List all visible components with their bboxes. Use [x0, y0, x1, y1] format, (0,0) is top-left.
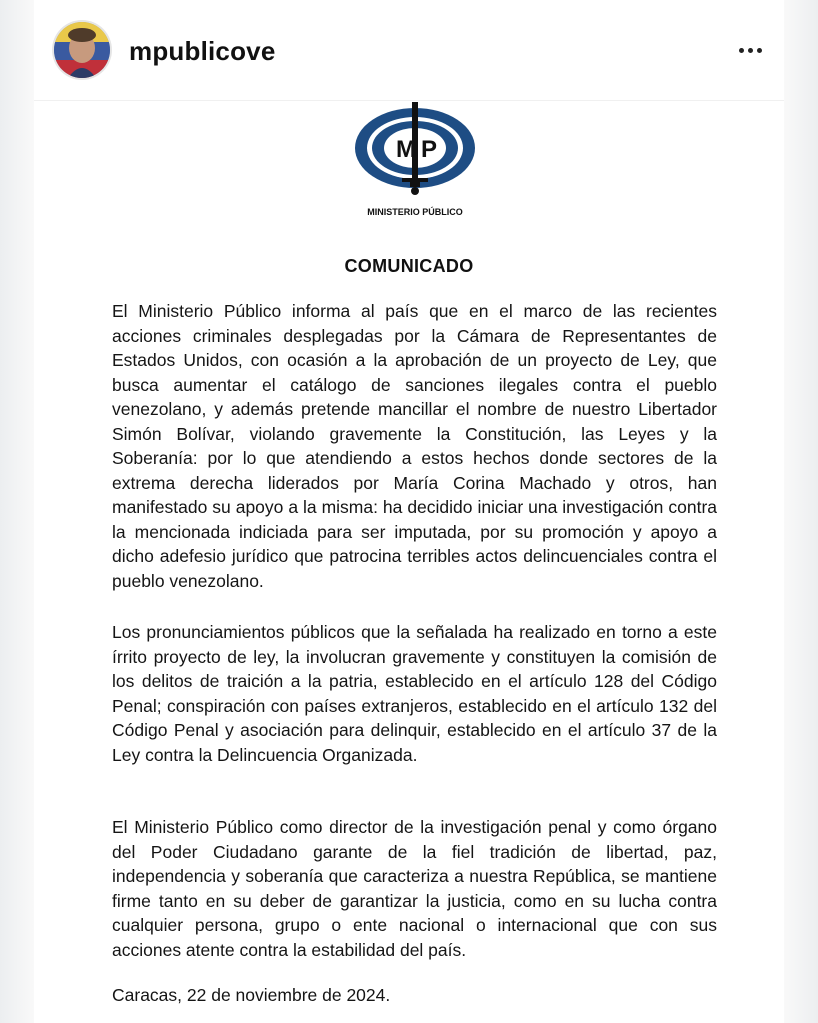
dot — [757, 48, 762, 53]
instagram-post — [34, 0, 784, 1023]
dot — [739, 48, 744, 53]
left-frame — [0, 0, 34, 1023]
right-frame — [784, 0, 818, 1023]
profile-avatar[interactable] — [54, 22, 110, 78]
document-title: COMUNICADO — [344, 256, 474, 276]
paragraph-2: Los pronunciamientos públicos que la señalada ha realizado en torno a este írrito proyecto de ley, la involucran gravemente y constituyen la comisión de los delitos de traición a la patria, establecido en el artículo 128 del Código Penal; conspiración con países extranjeros, establecido en el artículo 132 del Código Penal y asociación para delinquir, establecido en el artículo 37 de la Ley contra la Delincuencia Organizada. — [112, 622, 717, 765]
logo-letter-p: P — [421, 136, 438, 163]
paragraph-1: El Ministerio Público informa al país que en el marco de las recientes acciones criminales desplegadas por la Cámara de Representantes de Estados Unidos, con ocasión a la aprobación de un proyecto de Ley, que busca aumentar el catálogo de sanciones ilegales contra el pueblo venezolano, y además pretende mancillar el nombre de nuestro Libertador Simón Bolívar, violando gravemente la Constitución, las Leyes y la Soberanía: por lo que atendiendo a estos hechos donde sectores de la extrema derecha liderados por María Corina Machado y otros, han manifestado su apoyo a la misma: ha decidido iniciar una investigación contra la mencionada indiciada para ser imputada, por su promoción y apoyo a dicho adefesio jurídico que patrocina terribles actos delincuenciales contra el pueblo venezolano. — [112, 301, 717, 591]
closing-date: Caracas, 22 de noviembre de 2024. — [112, 985, 391, 1005]
ministerio-publico-emblem — [350, 100, 480, 220]
more-options-icon[interactable] — [730, 38, 770, 62]
post-header — [34, 0, 784, 101]
paragraph-3: El Ministerio Público como director de la investigación penal y como órgano del Poder Ciudadano garante de la fiel tradición de libertad, paz, independencia y soberanía que caracteriza a nuestra República, se mantiene firme tanto en su deber de garantizar la justicia, como en su lucha contra cualquier persona, grupo o ente nacional o internacional que con sus acciones atente contra la estabilidad del país. — [112, 817, 717, 960]
logo-letter-m: M — [396, 136, 416, 163]
username[interactable]: mpublicove — [129, 36, 276, 66]
logo-caption: MINISTERIO PÚBLICO — [367, 207, 463, 217]
dot — [748, 48, 753, 53]
